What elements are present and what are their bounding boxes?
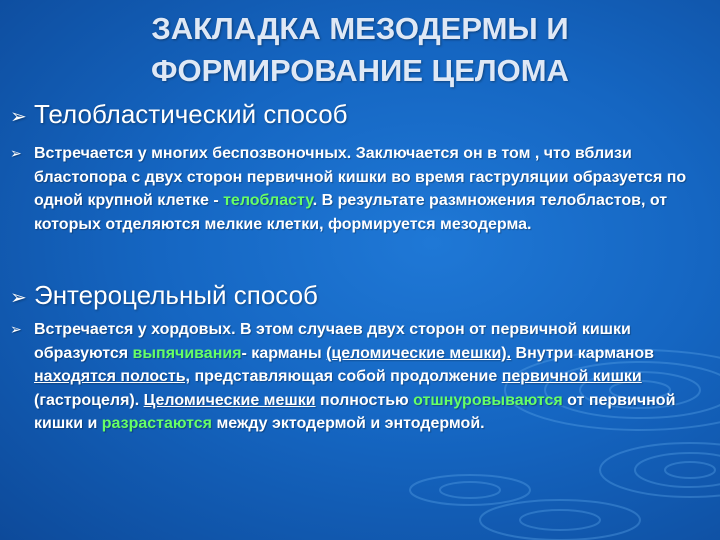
section2-heading-text: Энтероцельный способ	[34, 280, 318, 310]
slide-title-line1: ЗАКЛАДКА МЕЗОДЕРМЫ И	[151, 11, 569, 46]
grow-term: разрастаются	[101, 415, 212, 433]
telobast-term: телобласту	[223, 192, 313, 210]
section2-text-s5: Внутри карманов	[511, 344, 654, 362]
section2-text-s9: (гастроцеля).	[34, 391, 144, 409]
pinch-off-term: отшнуровываются	[413, 391, 563, 409]
cavity-term: находятся полость,	[34, 368, 190, 386]
section2-paragraph	[10, 318, 700, 436]
section2-text-s7: представляющая собой продолжение	[190, 368, 502, 386]
section2-text-s3: - карманы	[241, 344, 327, 362]
primary-gut-term: первичной кишки	[501, 368, 642, 386]
section2-text-s1: Встречается у хордовых. В этом случаев двух сторон от первичной кишки образуются	[34, 321, 631, 362]
arrow-bullet-icon: ➢	[10, 287, 27, 309]
section2-text-s11: полностью	[315, 391, 414, 409]
arrow-bullet-icon: ➢	[10, 106, 27, 128]
section2-heading	[10, 280, 318, 313]
section1-text-part1: Встречается у многих беспозвоночных. Заключается он в том , что вблизи бластопора с двух сторон первичной кишки во время гаструляции образуется по одной крупной клетке -	[34, 145, 687, 210]
arrow-bullet-icon: ➢	[10, 321, 22, 337]
slide-title	[0, 8, 720, 92]
arrow-bullet-icon: ➢	[10, 145, 22, 161]
section1-heading	[10, 99, 348, 132]
section2-text-s15: между эктодермой и энтодермой.	[212, 415, 485, 433]
coelomic-sacs-term-2: Целомические мешки	[143, 391, 316, 409]
coelomic-sacs-term: (целомические мешки).	[326, 344, 512, 362]
slide-title-line2: ФОРМИРОВАНИЕ ЦЕЛОМА	[151, 53, 569, 88]
section1-text-part2: . В результате размножения телобластов, от которых отделяются мелкие клетки, формируется мезодерма.	[34, 192, 668, 233]
section1-heading-text: Телобластический способ	[34, 99, 348, 129]
outpouching-term: выпячивания	[132, 344, 242, 362]
section2-text-s13: от первичной кишки и	[34, 391, 676, 433]
section1-paragraph	[10, 142, 700, 236]
